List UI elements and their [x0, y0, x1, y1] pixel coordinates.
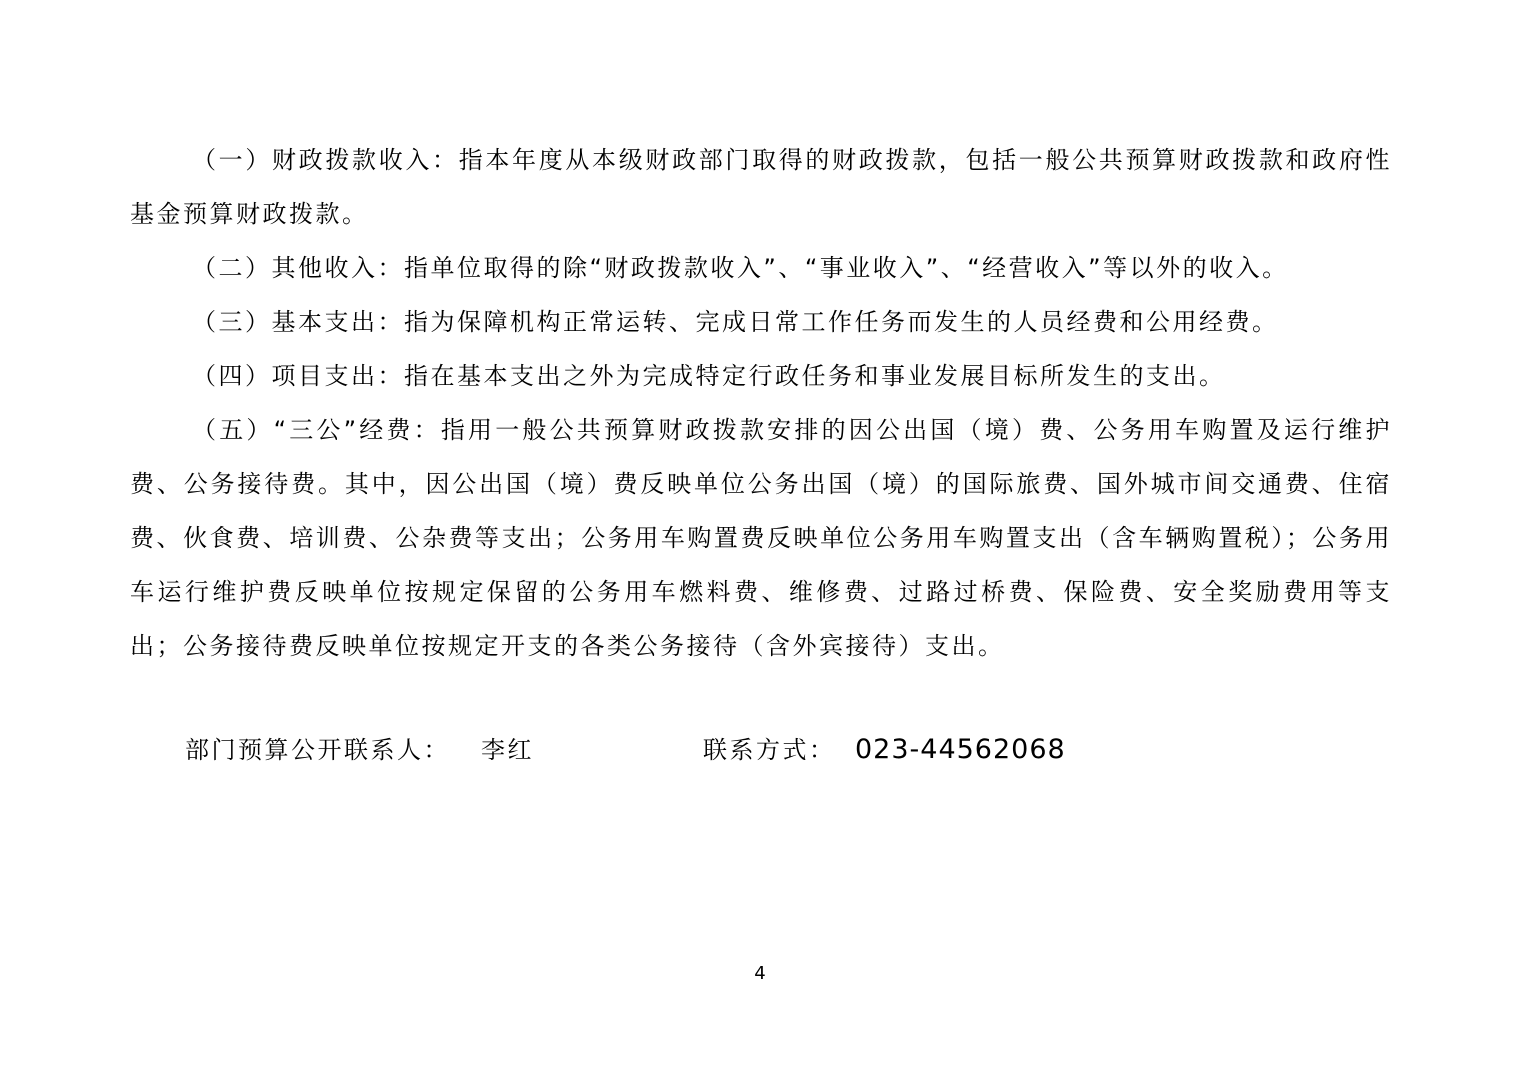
- contact-person-name: 李红: [481, 736, 534, 764]
- paragraph-project-expenditure: （四）项目支出：指在基本支出之外为完成特定行政任务和事业发展目标所发生的支出。: [192, 362, 1226, 390]
- paragraph-basic-expenditure: （三）基本支出：指为保障机构正常运转、完成日常工作任务而发生的人员经费和公用经费。: [192, 308, 1279, 336]
- contact-line: [185, 730, 1185, 770]
- page-number: 4: [754, 963, 766, 984]
- contact-method-label: 联系方式：: [703, 736, 836, 764]
- paragraph-other-income: （二）其他收入：指单位取得的除“财政拨款收入”、“事业收入”、“经营收入”等以外的收入。: [192, 254, 1289, 282]
- document-body: [130, 133, 1392, 673]
- paragraph-three-public-expenses: （五）“三公”经费：指用一般公共预算财政拨款安排的因公出国（境）费、公务用车购置及运行维护费、公务接待费。其中，因公出国（境）费反映单位公务出国（境）的国际旅费、国外城市间交通费、住宿费、伙食费、培训费、公杂费等支出；公务用车购置费反映单位公务用车购置支出（含车辆购置税）；公务用车运行维护费反映单位按规定保留的公务用车燃料费、维修费、过路过桥费、保险费、安全奖励费用等支出；公务接待费反映单位按规定开支的各类公务接待（含外宾接待）支出。: [130, 416, 1392, 660]
- contact-person-label: 部门预算公开联系人：: [185, 736, 450, 764]
- contact-phone-number: 023-44562068: [855, 734, 1066, 765]
- paragraph-fiscal-appropriation-income: （一）财政拨款收入：指本年度从本级财政部门取得的财政拨款，包括一般公共预算财政拨款和政府性基金预算财政拨款。: [130, 146, 1392, 228]
